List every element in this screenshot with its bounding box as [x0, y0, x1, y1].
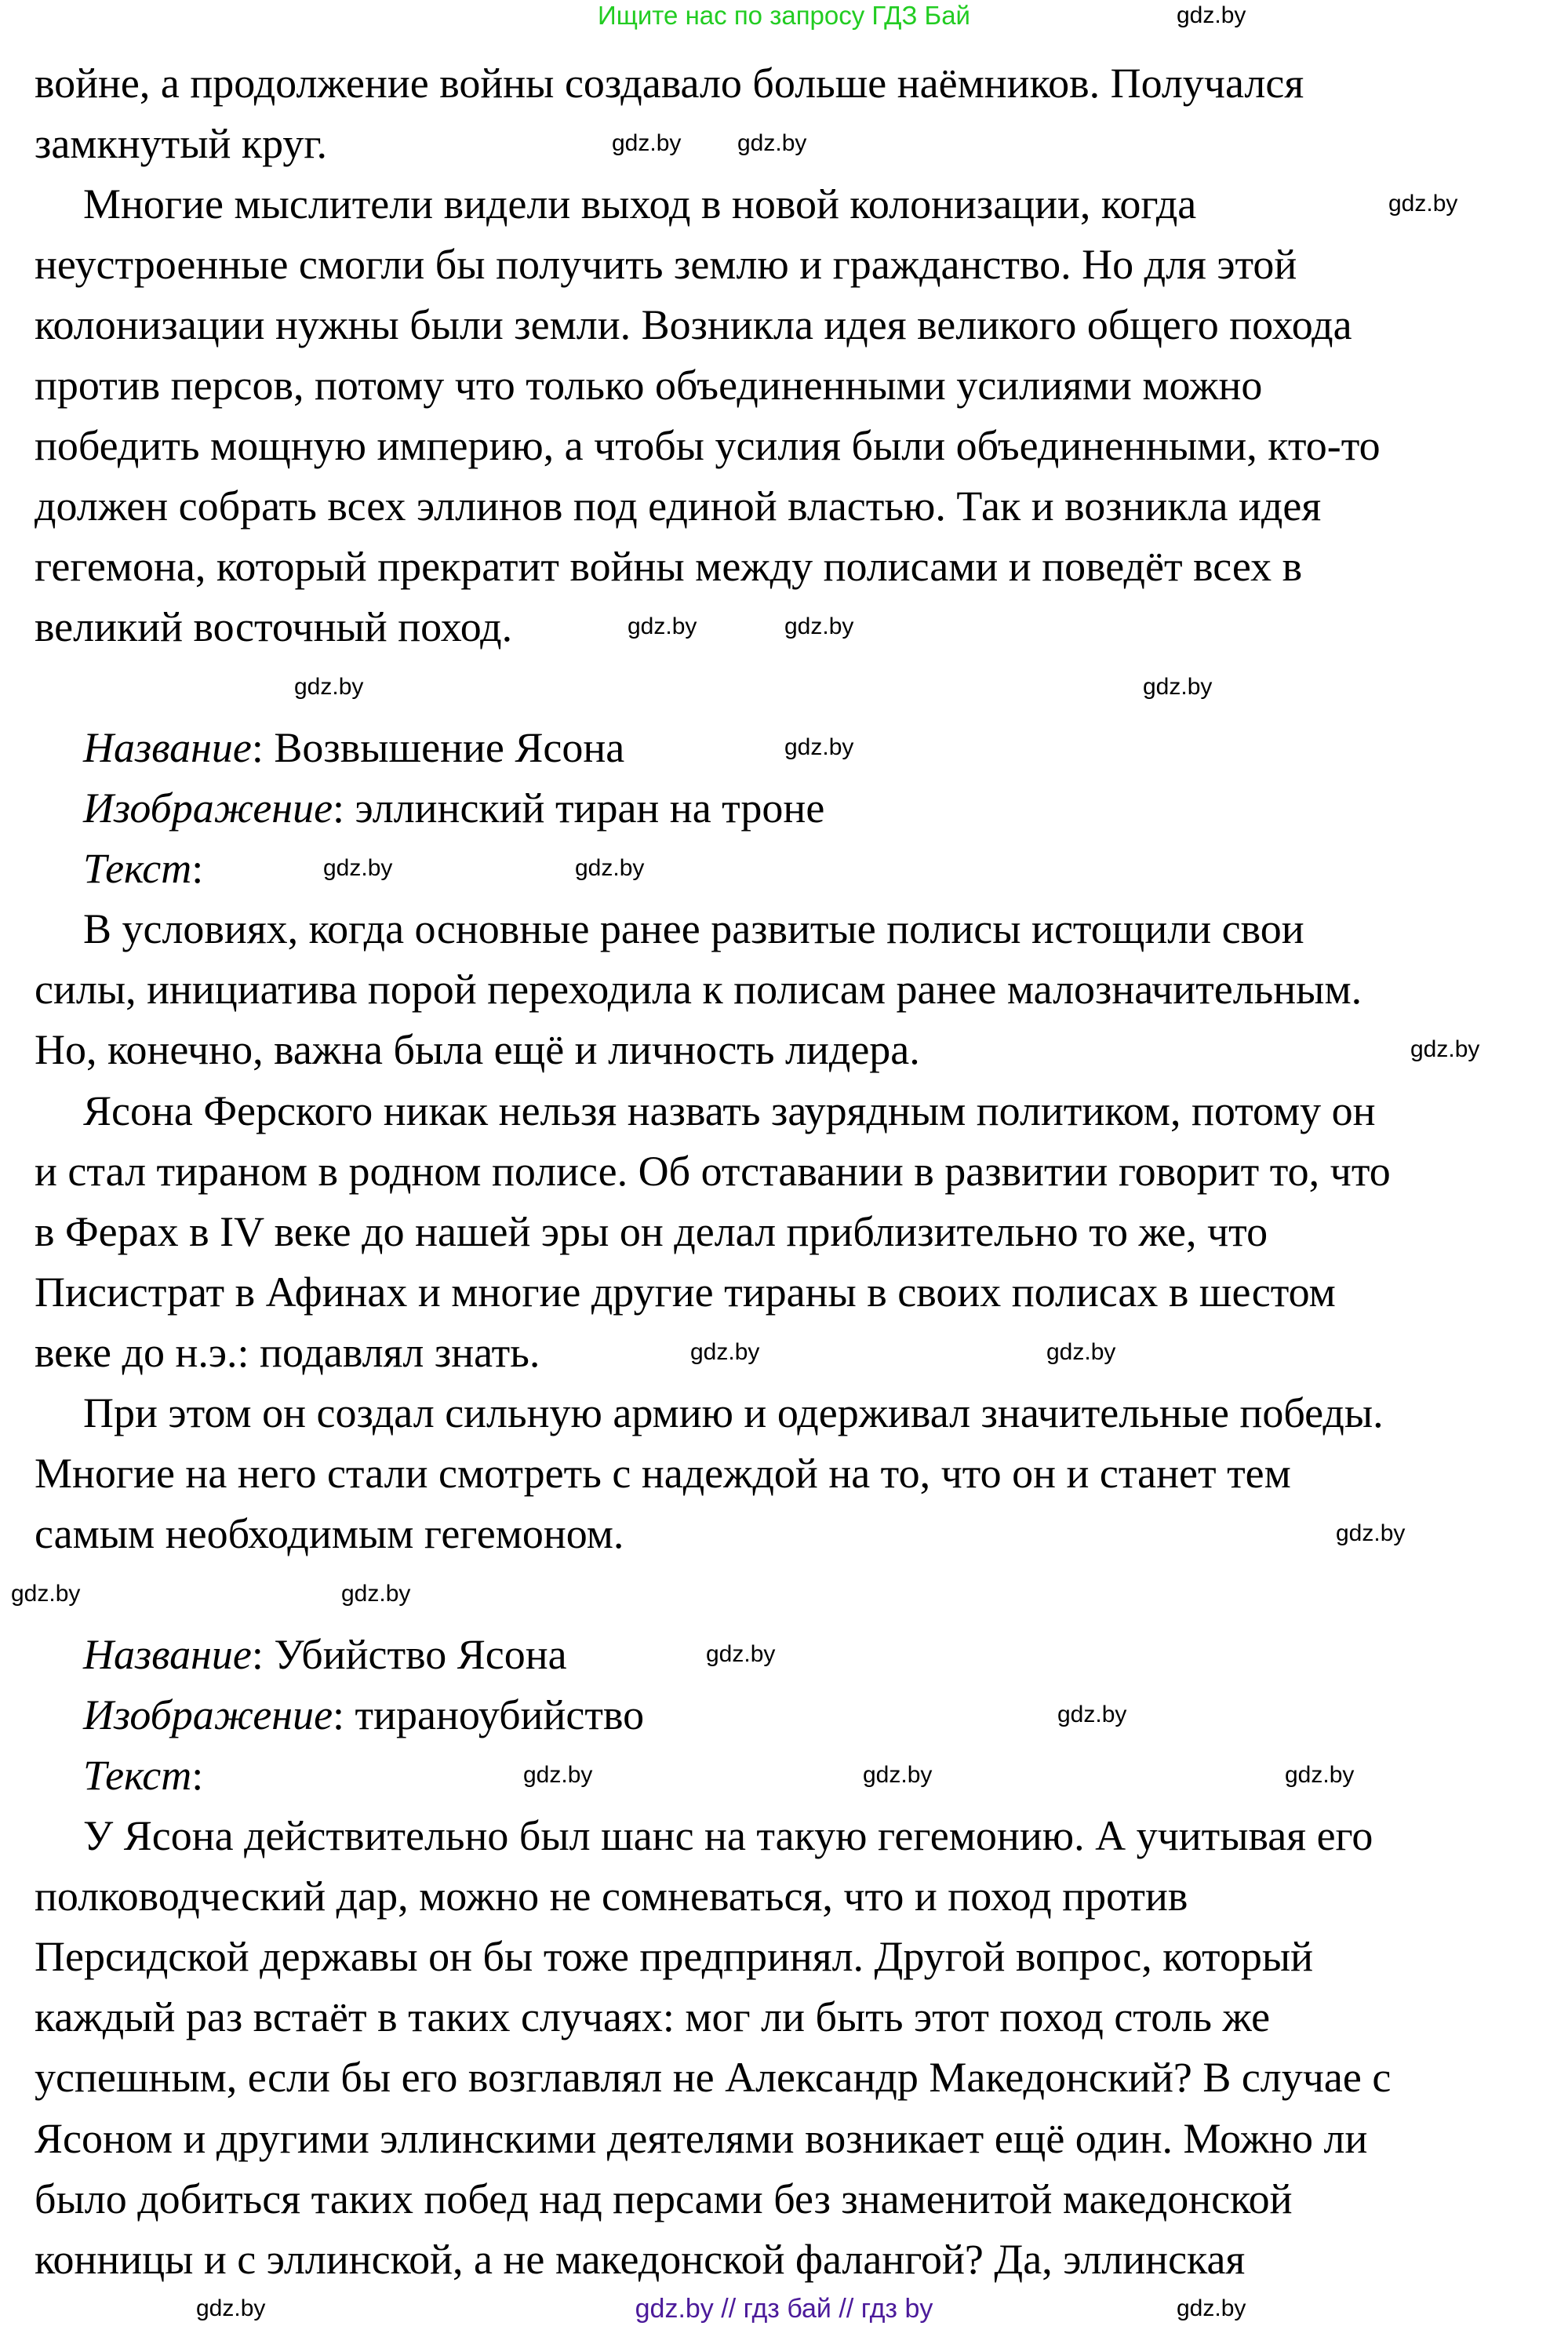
watermark: gdz.by [1143, 674, 1213, 700]
watermark: gdz.by [737, 130, 807, 156]
field-label: Название [83, 1631, 252, 1679]
text-line [35, 597, 512, 657]
line-text: У Ясона действительно был шанс на такую гегемонию. А учитывая его [83, 1812, 1373, 1860]
text-line [35, 1927, 1313, 1987]
field-line [83, 778, 824, 839]
field-label: Текст [83, 1752, 192, 1800]
field-value: : [191, 1752, 204, 1800]
field-value: : эллинский тиран на троне [333, 784, 825, 832]
watermark: gdz.by [1177, 2295, 1246, 2321]
line-text: гегемона, который прекратит войны между полисами и поведёт всех в [35, 542, 1303, 590]
watermark: gdz.by [575, 855, 645, 881]
watermark: gdz.by [1046, 1339, 1116, 1365]
line-text: великий восточный поход. [35, 603, 513, 651]
watermark: gdz.by [341, 1581, 411, 1607]
text-line [35, 114, 327, 174]
text-line [35, 416, 1381, 476]
watermark: gdz.by [1410, 1036, 1480, 1062]
line-text: Персидской державы он бы тоже предпринял. Другой вопрос, который [35, 1933, 1314, 1981]
text-line [35, 295, 1352, 355]
line-text: веке до н.э.: подавлял знать. [35, 1328, 540, 1376]
watermark: gdz.by [1177, 2, 1246, 28]
text-line [83, 899, 1304, 959]
line-text: В условиях, когда основные ранее развитые полисы истощили свои [83, 905, 1304, 953]
line-text: успешным, если бы его возглавлял не Александр Македонский? В случае с [35, 2054, 1392, 2102]
watermark: gdz.by [784, 613, 854, 639]
watermark: gdz.by [323, 855, 393, 881]
text-line [35, 476, 1321, 537]
text-line [35, 1020, 920, 1080]
field-label: Текст [83, 845, 192, 893]
text-line [35, 1504, 624, 1564]
watermark: gdz.by [196, 2295, 266, 2321]
text-line [83, 1081, 1376, 1141]
field-line [83, 1745, 203, 1806]
text-line [35, 53, 1304, 114]
text-line [35, 1443, 1291, 1504]
text-line [35, 537, 1302, 597]
line-text: и стал тираном в родном полисе. Об отставании в развитии говорит то, что [35, 1147, 1391, 1195]
field-label: Название [83, 724, 252, 772]
line-text: замкнутый круг. [35, 119, 327, 167]
field-label: Изображение [83, 1691, 333, 1739]
watermark: gdz.by [1285, 1762, 1355, 1788]
text-line [35, 2169, 1293, 2230]
field-value: : тираноубийство [333, 1691, 645, 1739]
line-text: должен собрать всех эллинов под единой властью. Так и возникла идея [35, 482, 1322, 530]
field-value: : Возвышение Ясона [251, 724, 625, 772]
site-banner: Ищите нас по запросу ГДЗ Бай [598, 1, 970, 30]
line-text: неустроенные смогли бы получить землю и гражданство. Но для этой [35, 240, 1297, 288]
watermark: gdz.by [863, 1762, 933, 1788]
line-text: Писистрат в Афинах и многие другие тираны в своих полисах в шестом [35, 1268, 1336, 1316]
field-line [83, 839, 203, 899]
field-line [83, 1685, 644, 1745]
line-text: При этом он создал сильную армию и одерживал значительные победы. [83, 1389, 1384, 1436]
line-text: колонизации нужны были земли. Возникла идея великого общего похода [35, 300, 1352, 348]
watermark: gdz.by [523, 1762, 593, 1788]
line-text: против персов, потому что только объединенными усилиями можно [35, 361, 1263, 409]
line-text: в Ферах в IV веке до нашей эры он делал приблизительно то же, что [35, 1207, 1268, 1255]
line-text: самым необходимым гегемоном. [35, 1509, 624, 1557]
text-line [35, 355, 1262, 416]
text-line [35, 1262, 1336, 1323]
text-line [35, 959, 1362, 1020]
field-line [83, 718, 624, 778]
text-line [35, 1987, 1270, 2048]
watermark: gdz.by [706, 1641, 776, 1667]
watermark: gdz.by [612, 130, 682, 156]
text-line [35, 1323, 540, 1383]
text-line [35, 1202, 1268, 1262]
watermark: gdz.by [1336, 1520, 1406, 1546]
watermark: gdz.by [11, 1581, 81, 1607]
line-text: конницы и с эллинской, а не македонской фалангой? Да, эллинская [35, 2235, 1246, 2283]
line-text: Ясоном и другими эллинскими деятелями возникает ещё один. Можно ли [35, 2114, 1368, 2162]
text-line [35, 2048, 1391, 2108]
text-line [35, 235, 1297, 295]
line-text: было добиться таких побед над персами без знаменитой македонской [35, 2175, 1293, 2222]
watermark: gdz.by [784, 734, 854, 760]
line-text: Многие на него стали смотреть с надеждой на то, что он и станет тем [35, 1449, 1291, 1497]
text-line [83, 1806, 1373, 1866]
field-line [83, 1625, 567, 1685]
watermark: gdz.by [690, 1339, 760, 1365]
watermark: gdz.by [1388, 191, 1458, 217]
text-line [83, 1383, 1384, 1443]
watermark: gdz.by [294, 674, 364, 700]
field-value: : [191, 845, 204, 893]
watermark: gdz.by [628, 613, 697, 639]
line-text: Многие мыслители видели выход в новой колонизации, когда [83, 180, 1197, 228]
line-text: силы, инициатива порой переходила к полисам ранее малозначительным. [35, 966, 1362, 1014]
site-footer: gdz.by // гдз бай // гдз by [635, 2294, 933, 2324]
line-text: Но, конечно, важна была ещё и личность лидера. [35, 1026, 920, 1074]
text-line [35, 1866, 1188, 1927]
line-text: каждый раз встаёт в таких случаях: мог ли быть этот поход столь же [35, 1993, 1271, 2041]
text-line [35, 1141, 1391, 1202]
line-text: победить мощную империю, а чтобы усилия были объединенными, кто-то [35, 421, 1381, 469]
field-label: Изображение [83, 784, 333, 832]
watermark: gdz.by [1057, 1702, 1127, 1727]
text-line [35, 2230, 1245, 2290]
text-line [83, 174, 1196, 235]
line-text: полководческий дар, можно не сомневаться, что и поход против [35, 1873, 1188, 1920]
field-value: : Убийство Ясона [251, 1631, 567, 1679]
text-line [35, 2109, 1367, 2169]
line-text: Ясона Ферского никак нельзя назвать заурядным политиком, потому он [83, 1087, 1376, 1134]
line-text: войне, а продолжение войны создавало больше наёмников. Получался [35, 59, 1304, 107]
